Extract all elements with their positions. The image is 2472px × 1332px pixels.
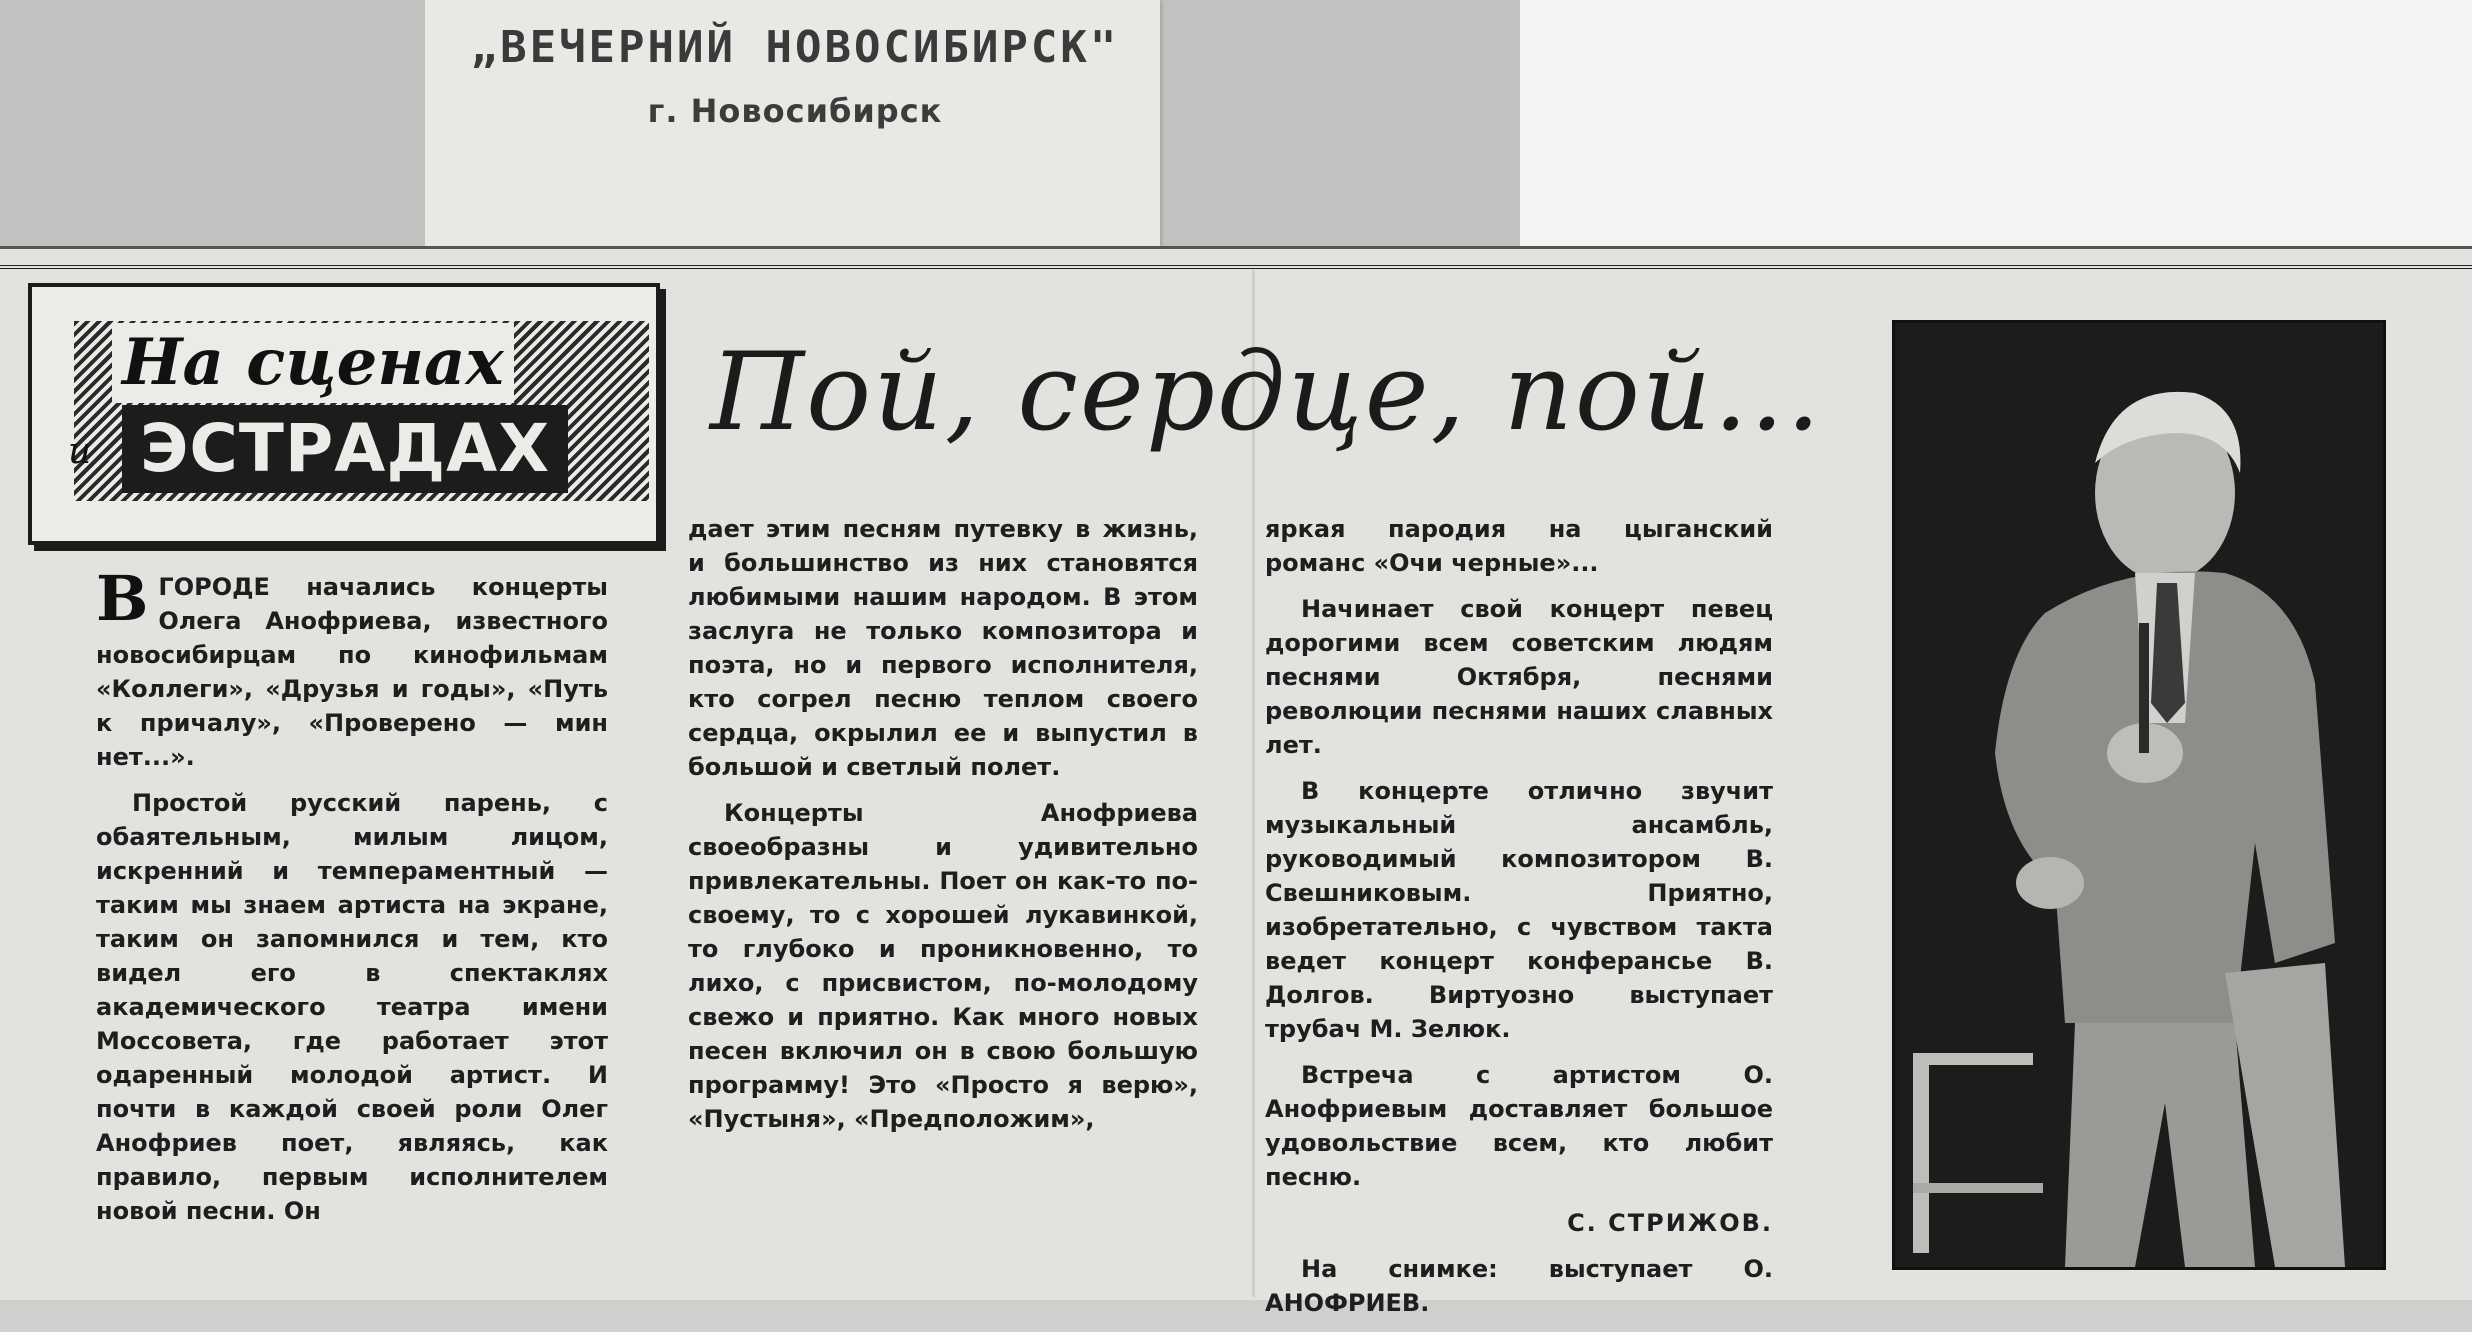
stamp-city: г. Новосибирск (647, 92, 943, 130)
article-paragraph: Простой русский парень, с обаятельным, милым лицом, искренний и темпераментный — таким мы знаем артиста на экране, таким он запомнился и тем, кто видел его в спектаклях академического театра имени Моссовета, где работает этот одаренный молодой артист. И почти в каждой своей роли Олег Анофриев поет, являясь, как правило, первым исполнителем новой песни. Он (96, 789, 608, 1225)
article-paragraph (96, 562, 608, 774)
article-paragraph: В концерте отлично звучит музыкальный ансамбль, руководимый композитором В. Свешниковым. Приятно, изобретательно, с чувством такта ведет концерт конферансье В. Долгов. Виртуозно выступает трубач М. Зелюк. (1265, 777, 1773, 1043)
rubric-and: и (68, 431, 92, 472)
drop-cap: В (96, 562, 149, 635)
article-paragraph: Начинает свой концерт певец дорогими всем советским людям песнями Октября, песнями революции песнями наших славных лет. (1265, 595, 1773, 759)
article-author: С. СТРИЖОВ. (1567, 1209, 1773, 1237)
stamp-newspaper-name: „ВЕЧЕРНИЙ НОВОСИБИРСК" (470, 22, 1120, 73)
article-paragraph: яркая пародия на цыганский романс «Очи черные»... (1265, 515, 1773, 577)
singer-silhouette-image (1895, 323, 2383, 1267)
article-column-3 (1265, 512, 1773, 1332)
background-top-white (1520, 0, 2472, 262)
article-paragraph: Концерты Анофриева своеобразны и удивительно привлекательны. Поет он как-то по-своему, то с хорошей лукавинкой, то глубоко и проникновенно, то лихо, с присвистом, по-молодому свежо и приятно. Как много новых песен включил он в свою большую программу! Это «Просто я верю», «Пустыня», «Предположим», (688, 799, 1198, 1133)
article-column-2 (688, 512, 1198, 1148)
rubric-title-line1: На сценах (112, 323, 514, 403)
article-paragraph: Встреча с артистом О. Анофриевым доставляет большое удовольствие всем, кто любит песню. (1265, 1061, 1773, 1191)
rubric-title-line2: ЭСТРАДАХ (122, 405, 568, 493)
singer-photo (1892, 320, 2386, 1270)
paragraph-text: ГОРОДЕ начались концерты Олега Анофриева, известного новосибирцам по кинофильмам «Коллеги», «Друзья и годы», «Путь к причалу», «Проверено — мин нет...». (96, 573, 608, 771)
article-headline: Пой, сердце, пой... (710, 330, 1823, 455)
photo-caption: На снимке: выступает О. АНОФРИЕВ. (1265, 1255, 1773, 1317)
newspaper-stamp (425, 0, 1160, 258)
rubric-box (28, 283, 660, 545)
article-paragraph: дает этим песням путевку в жизнь, и большинство из них становятся любимыми нашим народом. В этом заслуга не только композитора и поэта, но и первого исполнителя, кто согрел песню теплом своего сердца, окрылил ее и выпустил в большой и светлый полет. (688, 515, 1198, 781)
article-column-1 (96, 562, 608, 1240)
